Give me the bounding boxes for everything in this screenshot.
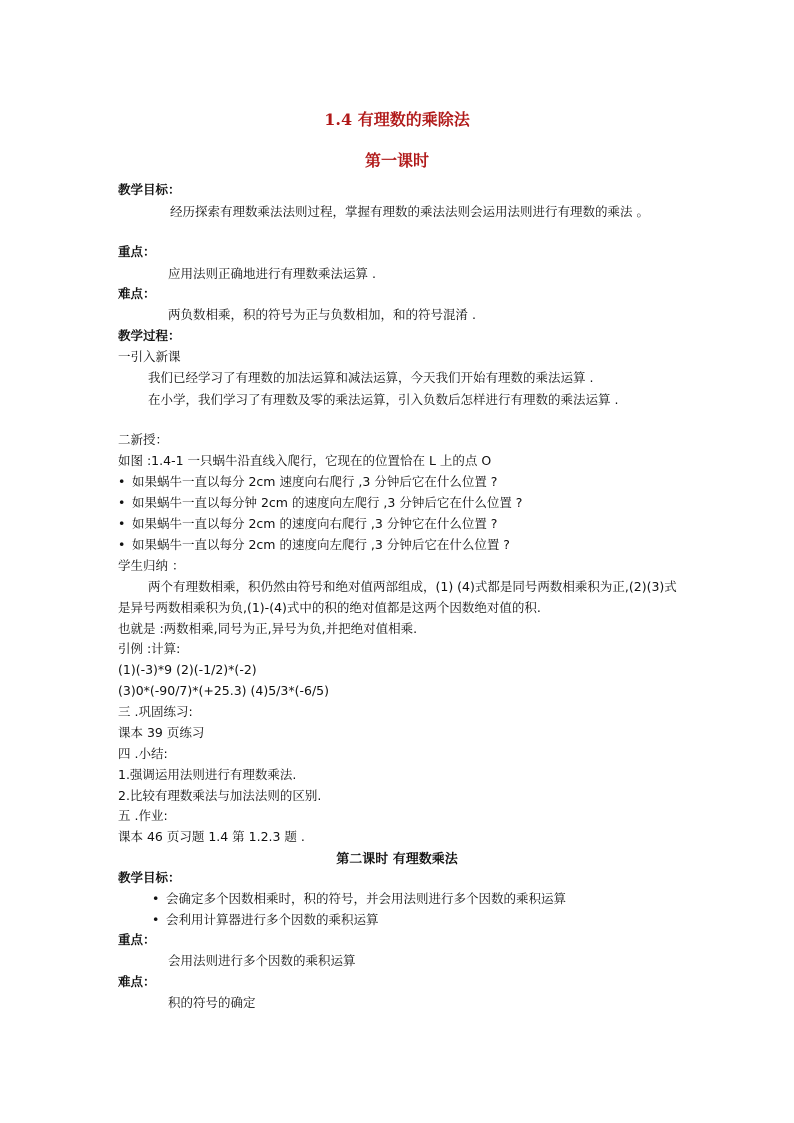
conclusion-item-2: 2.比较有理数乘法与加法法则的区别. <box>118 788 322 803</box>
list-item: • 如果蜗牛一直以每分 2cm 的速度向左爬行 ,3 分钟后它在什么位置 ? <box>118 535 678 555</box>
difficulty-label: 难点： <box>118 286 156 301</box>
bullet-icon: • <box>118 537 126 552</box>
lesson2-key-label: 重点： <box>118 932 156 947</box>
homework-heading: 五 .作业: <box>118 808 168 823</box>
bullet-icon: • <box>118 516 126 531</box>
lesson2-key-text: 会用法则进行多个因数的乘积运算 <box>168 953 356 968</box>
lesson-subtitle: 第一课时 <box>364 151 429 170</box>
list-item: • 会利用计算器进行多个因数的乘积运算 <box>152 910 712 930</box>
conclusion-heading: 四 .小结: <box>118 746 168 761</box>
list-item: • 如果蜗牛一直以每分 2cm 速度向右爬行 ,3 分钟后它在什么位置 ? <box>118 472 678 492</box>
intro-heading: 一引入新课 <box>118 349 181 364</box>
difficulty-text: 两负数相乘，积的符号为正与负数相加，和的符号混淆 . <box>168 307 476 322</box>
practice-heading: 三 .巩固练习: <box>118 704 193 719</box>
summary-paragraph: 两个有理数相乘，积仍然由符号和绝对值两部组成，(1) (4)式都是同号两数相乘积为正,(2)(3)式是异号两数相乘积为负,(1)-(4)式中的积的绝对值都是这两个因数绝对值的积. <box>118 579 677 615</box>
new-lesson-heading: 二新授： <box>118 432 169 447</box>
process-label: 教学过程： <box>118 328 181 343</box>
figure-line: 如图 :1.4-1 一只蜗牛沿直线入爬行，它现在的位置恰在 L 上的点 O <box>118 453 492 468</box>
lesson2-title: 第二课时 有理数乘法 <box>336 852 458 867</box>
homework-text: 课本 46 页习题 1.4 第 1.2.3 题 . <box>118 829 305 844</box>
lesson2-difficulty-text: 积的符号的确定 <box>168 995 256 1010</box>
intro-paragraph-2: 在小学，我们学习了有理数及零的乘法运算，引入负数后怎样进行有理数的乘法运算 . <box>148 392 619 407</box>
list-item: • 如果蜗牛一直以每分 2cm 的速度向右爬行 ,3 分钟它在什么位置 ? <box>118 514 678 534</box>
goal-label: 教学目标： <box>118 182 181 197</box>
example-label: 引例 :计算: <box>118 641 181 656</box>
bullet-icon: • <box>118 474 126 489</box>
example-line-2: (3)0*(-90/7)*(+25.3) (4)5/3*(-6/5) <box>118 683 329 698</box>
page-title: 1.4 有理数的乘除法 <box>324 110 470 129</box>
lesson2-difficulty-label: 难点： <box>118 974 156 989</box>
goal-text: 经历探索有理数乘法法则过程，掌握有理数的乘法法则会运用法则进行有理数的乘法 。 <box>170 204 649 219</box>
conclusion-item-1: 1.强调运用法则进行有理数乘法. <box>118 767 297 782</box>
bullet-icon: • <box>152 891 160 906</box>
summary-label: 学生归纳 ： <box>118 558 185 573</box>
intro-paragraph-1: 我们已经学习了有理数的加法运算和减法运算，今天我们开始有理数的乘法运算 . <box>148 370 594 385</box>
bullet-icon: • <box>118 495 126 510</box>
key-label: 重点： <box>118 244 156 259</box>
bullet-icon: • <box>152 912 160 927</box>
list-item: • 会确定多个因数相乘时，积的符号，并会用法则进行多个因数的乘积运算 <box>152 889 712 909</box>
practice-text: 课本 39 页练习 <box>118 725 205 740</box>
list-item: • 如果蜗牛一直以每分钟 2cm 的速度向左爬行 ,3 分钟后它在什么位置 ? <box>118 493 678 513</box>
lesson2-goal-label: 教学目标： <box>118 870 181 885</box>
rule-line: 也就是 :两数相乘,同号为正,异号为负,并把绝对值相乘. <box>118 621 418 636</box>
example-line-1: (1)(-3)*9 (2)(-1/2)*(-2) <box>118 662 257 677</box>
key-text: 应用法则正确地进行有理数乘法运算 . <box>168 266 376 281</box>
